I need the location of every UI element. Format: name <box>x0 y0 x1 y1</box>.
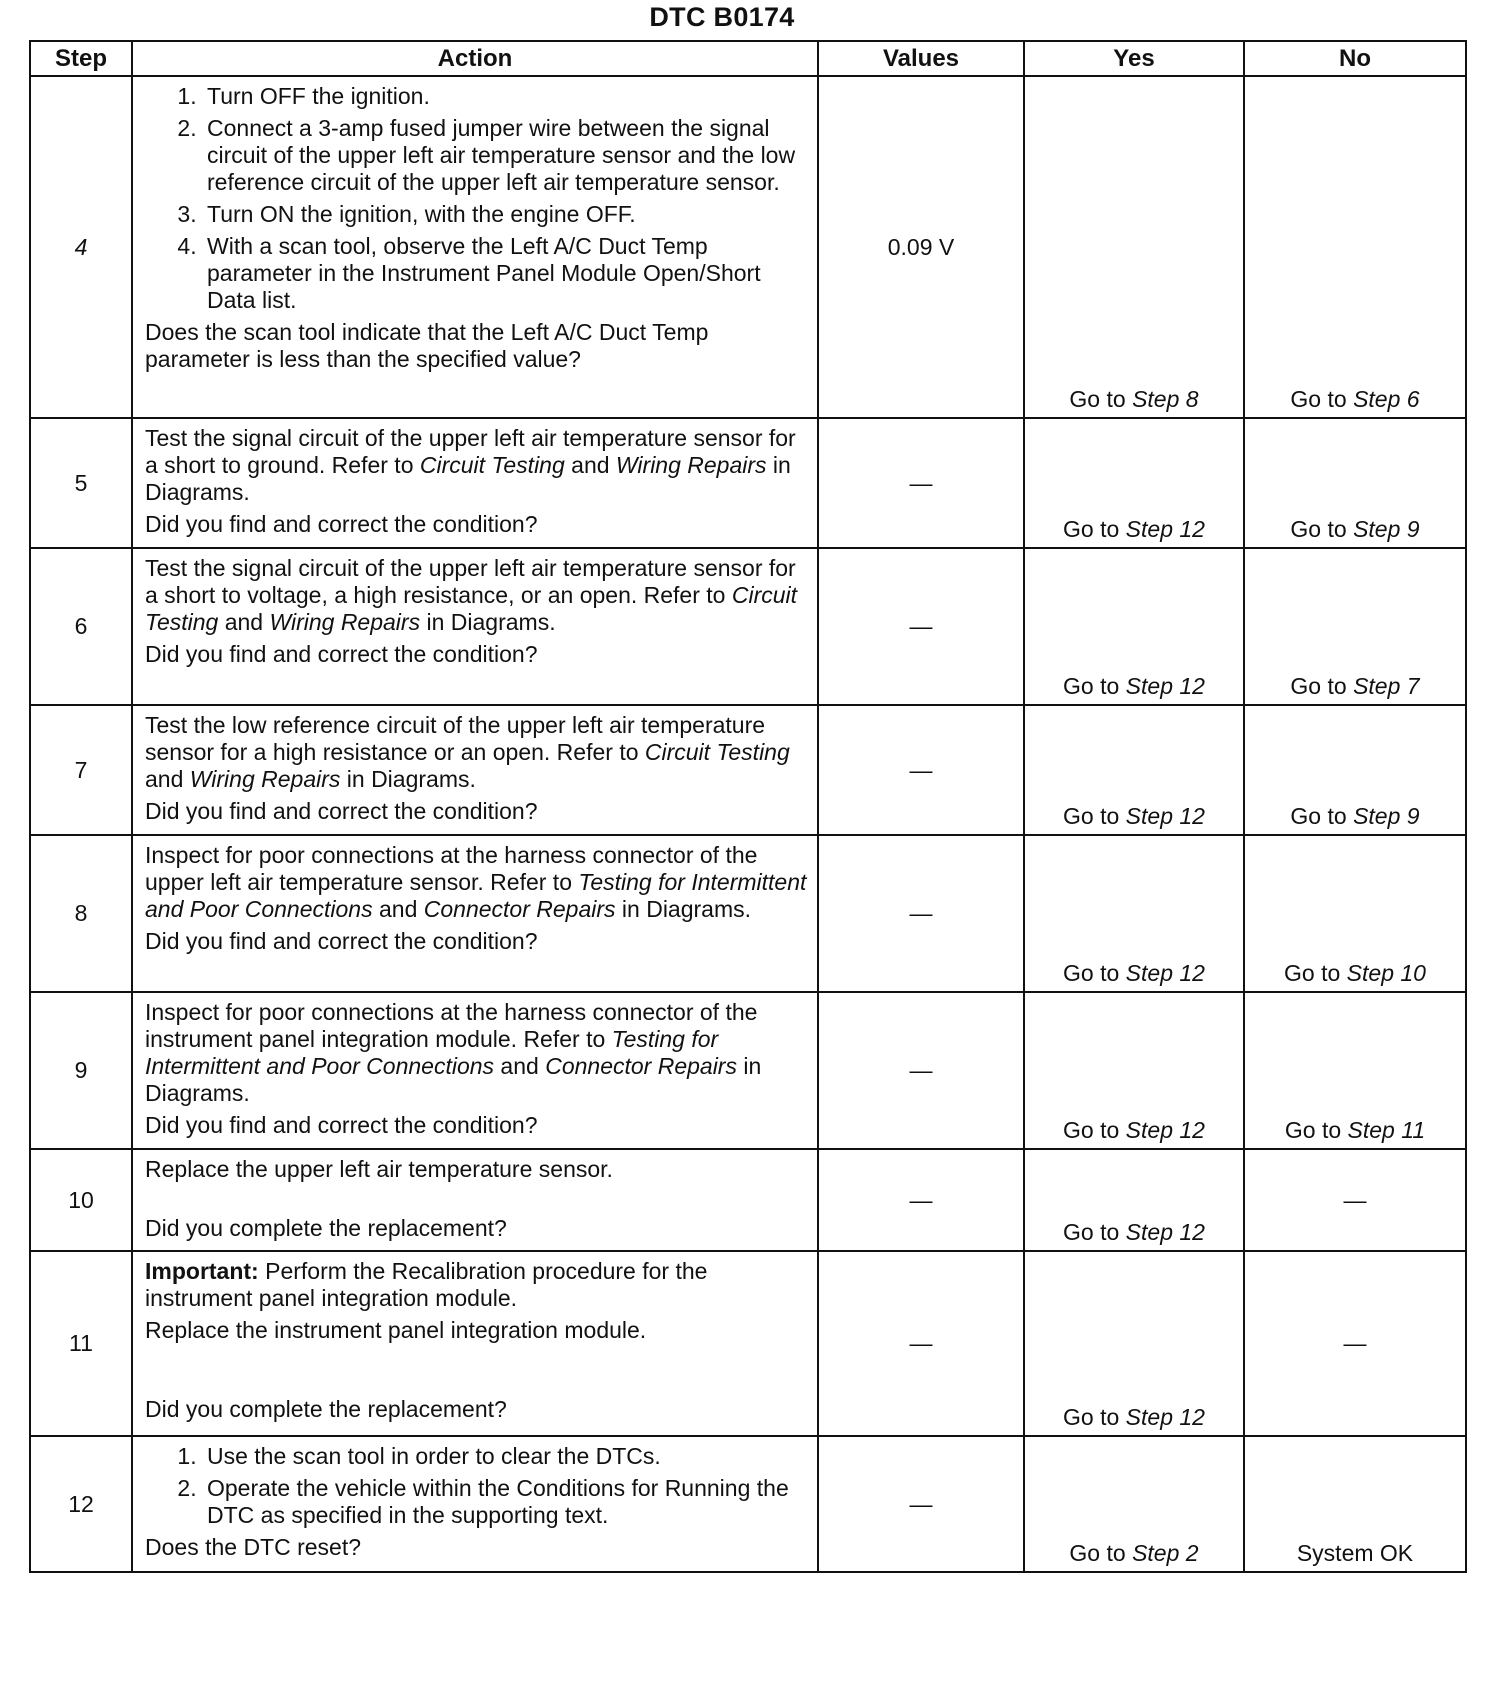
reference-link[interactable]: Connector Repairs <box>423 896 616 922</box>
action-question: Did you find and correct the condition? <box>145 511 538 537</box>
yes-cell <box>1024 76 1244 418</box>
goto-prefix: Go to <box>1290 673 1354 699</box>
goto-prefix: Go to <box>1063 516 1126 542</box>
action-question: Did you find and correct the condition? <box>145 1112 538 1138</box>
action-tail: in Diagrams. <box>615 896 752 922</box>
yes-step-link[interactable]: Step 8 <box>1132 386 1199 412</box>
action-text: Replace the instrument panel integration module. <box>145 1317 647 1343</box>
yes-step-link[interactable]: Step 12 <box>1125 1219 1205 1245</box>
step-number: 5 <box>30 418 132 548</box>
list-item: 1. Turn OFF the ignition. <box>203 83 807 110</box>
yes-cell <box>1024 992 1244 1149</box>
goto-prefix: Go to <box>1063 803 1126 829</box>
step-number: 10 <box>30 1149 132 1251</box>
table-row <box>30 548 1466 705</box>
no-step-link[interactable]: Step 9 <box>1353 516 1420 542</box>
header-no: No <box>1244 41 1466 76</box>
header-values: Values <box>818 41 1024 76</box>
action-tail: in Diagrams. <box>145 452 791 505</box>
action-text: Replace the upper left air temperature sensor. <box>145 1156 613 1182</box>
reference-link[interactable]: Testing for Intermittent and Poor Connections <box>145 869 807 922</box>
action-text <box>145 842 807 923</box>
page-title <box>0 2 1504 33</box>
goto-prefix: Go to <box>1290 516 1354 542</box>
action-question: Does the scan tool indicate that the Left A/C Duct Temp parameter is less than the specified value? <box>145 319 709 372</box>
no-cell <box>1244 76 1466 418</box>
reference-link[interactable]: Circuit Testing <box>145 582 798 635</box>
step-number: 4 <box>30 76 132 418</box>
reference-link[interactable]: Circuit Testing <box>644 739 790 765</box>
no-cell: — <box>1244 1251 1466 1436</box>
step-number: 6 <box>30 548 132 705</box>
step-number: 8 <box>30 835 132 992</box>
action-cell <box>132 1436 818 1572</box>
conjunction: and <box>372 896 424 922</box>
reference-link[interactable]: Circuit Testing <box>419 452 565 478</box>
no-step-link[interactable]: Step 11 <box>1347 1117 1426 1143</box>
step-number: 12 <box>30 1436 132 1572</box>
no-cell <box>1244 705 1466 835</box>
conjunction: and <box>145 766 190 792</box>
reference-link[interactable]: Wiring Repairs <box>615 452 767 478</box>
goto-prefix: Go to <box>1063 1404 1126 1430</box>
no-cell <box>1244 548 1466 705</box>
action-text <box>145 555 807 636</box>
action-text-a: Test the low reference circuit of the upper left air temperature sensor for a high resistance or an open. Refer to <box>145 712 766 765</box>
list-item: 4. With a scan tool, observe the Left A/C Duct Temp parameter in the Instrument Panel Module Open/Short Data list. <box>203 233 807 314</box>
action-cell <box>132 548 818 705</box>
table-row <box>30 1149 1466 1251</box>
action-cell <box>132 1251 818 1436</box>
value-cell: — <box>818 1436 1024 1572</box>
action-text-a: Inspect for poor connections at the harness connector of the upper left air temperature sensor. Refer to <box>145 842 758 895</box>
action-question: Did you complete the replacement? <box>145 1215 507 1241</box>
value-cell: — <box>818 548 1024 705</box>
goto-prefix: Go to <box>1063 673 1126 699</box>
action-cell <box>132 418 818 548</box>
action-text-a: Inspect for poor connections at the harness connector of the instrument panel integration module. Refer to <box>145 999 758 1052</box>
value-cell: — <box>818 418 1024 548</box>
yes-cell <box>1024 1436 1244 1572</box>
action-cell <box>132 1149 818 1251</box>
header-yes: Yes <box>1024 41 1244 76</box>
action-text-a: Test the signal circuit of the upper left air temperature sensor for a short to ground. Refer to <box>145 425 796 478</box>
action-tail: in Diagrams. <box>340 766 476 792</box>
action-tail: in Diagrams. <box>145 1053 762 1106</box>
list-item: 3. Turn ON the ignition, with the engine OFF. <box>203 201 807 228</box>
action-text <box>145 425 807 506</box>
conjunction: and <box>494 1053 546 1079</box>
action-list <box>145 1443 807 1529</box>
reference-link[interactable]: Testing for Intermittent and Poor Connections <box>145 1026 719 1079</box>
yes-step-link[interactable]: Step 12 <box>1125 1117 1205 1143</box>
action-question: Does the DTC reset? <box>145 1534 362 1560</box>
no-step-link[interactable]: Step 6 <box>1353 386 1420 412</box>
action-cell <box>132 835 818 992</box>
table-header-row <box>30 41 1466 76</box>
action-tail: in Diagrams. <box>420 609 556 635</box>
table-row <box>30 418 1466 548</box>
step-number: 9 <box>30 992 132 1149</box>
action-list <box>145 83 807 314</box>
list-item: 1. Use the scan tool in order to clear the DTCs. <box>203 1443 807 1470</box>
page-title-text: DTC B0174 <box>649 2 795 32</box>
no-cell: System OK <box>1244 1436 1466 1572</box>
value-cell: — <box>818 1149 1024 1251</box>
no-step-link[interactable]: Step 10 <box>1346 960 1426 986</box>
table-row <box>30 1436 1466 1572</box>
goto-prefix: Go to <box>1290 386 1354 412</box>
diagnostic-table <box>29 40 1467 1573</box>
list-item: 2. Operate the vehicle within the Conditions for Running the DTC as specified in the supporting text. <box>203 1475 807 1529</box>
value-cell: — <box>818 705 1024 835</box>
reference-link[interactable]: Wiring Repairs <box>269 609 421 635</box>
yes-step-link[interactable]: Step 12 <box>1125 673 1205 699</box>
no-cell <box>1244 418 1466 548</box>
conjunction: and <box>218 609 270 635</box>
no-cell <box>1244 992 1466 1149</box>
yes-cell <box>1024 1251 1244 1436</box>
yes-step-link[interactable]: Step 12 <box>1125 803 1205 829</box>
no-cell <box>1244 835 1466 992</box>
action-text <box>145 999 807 1107</box>
goto-prefix: Go to <box>1284 1117 1348 1143</box>
yes-step-link[interactable]: Step 12 <box>1125 516 1205 542</box>
action-text <box>145 712 807 793</box>
table-row <box>30 992 1466 1149</box>
yes-step-link[interactable]: Step 2 <box>1132 1540 1199 1566</box>
action-question: Did you find and correct the condition? <box>145 641 538 667</box>
yes-cell <box>1024 835 1244 992</box>
important-note <box>145 1258 807 1312</box>
important-label: Important: <box>145 1258 259 1284</box>
table-row <box>30 705 1466 835</box>
yes-cell <box>1024 418 1244 548</box>
value-cell: 0.09 V <box>818 76 1024 418</box>
conjunction: and <box>564 452 616 478</box>
header-step: Step <box>30 41 132 76</box>
goto-prefix: Go to <box>1069 386 1133 412</box>
reference-link[interactable]: Wiring Repairs <box>189 766 341 792</box>
action-question: Did you find and correct the condition? <box>145 928 538 954</box>
yes-cell <box>1024 548 1244 705</box>
list-item: 2. Connect a 3-amp fused jumper wire between the signal circuit of the upper left air temperature sensor and the low reference circuit of the upper left air temperature sensor. <box>203 115 807 196</box>
yes-cell <box>1024 1149 1244 1251</box>
action-cell <box>132 76 818 418</box>
goto-prefix: Go to <box>1063 1117 1126 1143</box>
table-row <box>30 835 1466 992</box>
goto-prefix: Go to <box>1284 960 1347 986</box>
goto-prefix: Go to <box>1063 1219 1126 1245</box>
action-cell <box>132 992 818 1149</box>
yes-step-link[interactable]: Step 12 <box>1125 1404 1205 1430</box>
yes-step-link[interactable]: Step 12 <box>1125 960 1205 986</box>
reference-link[interactable]: Connector Repairs <box>545 1053 737 1079</box>
value-cell: — <box>818 992 1024 1149</box>
step-number: 11 <box>30 1251 132 1436</box>
table-row <box>30 1251 1466 1436</box>
goto-prefix: Go to <box>1290 803 1354 829</box>
action-question: Did you complete the replacement? <box>145 1396 507 1422</box>
goto-prefix: Go to <box>1063 960 1126 986</box>
goto-prefix: Go to <box>1069 1540 1133 1566</box>
no-cell: — <box>1244 1149 1466 1251</box>
step-number: 7 <box>30 705 132 835</box>
value-cell: — <box>818 1251 1024 1436</box>
table-row <box>30 76 1466 418</box>
action-cell <box>132 705 818 835</box>
action-question: Did you find and correct the condition? <box>145 798 538 824</box>
action-text-a: Test the signal circuit of the upper left air temperature sensor for a short to voltage, a high resistance, or an open. Refer to <box>145 555 796 608</box>
value-cell: — <box>818 835 1024 992</box>
header-action: Action <box>132 41 818 76</box>
no-step-link[interactable]: Step 7 <box>1353 673 1420 699</box>
important-text: Perform the Recalibration procedure for the instrument panel integration module. <box>145 1258 708 1311</box>
yes-cell <box>1024 705 1244 835</box>
no-step-link[interactable]: Step 9 <box>1353 803 1420 829</box>
